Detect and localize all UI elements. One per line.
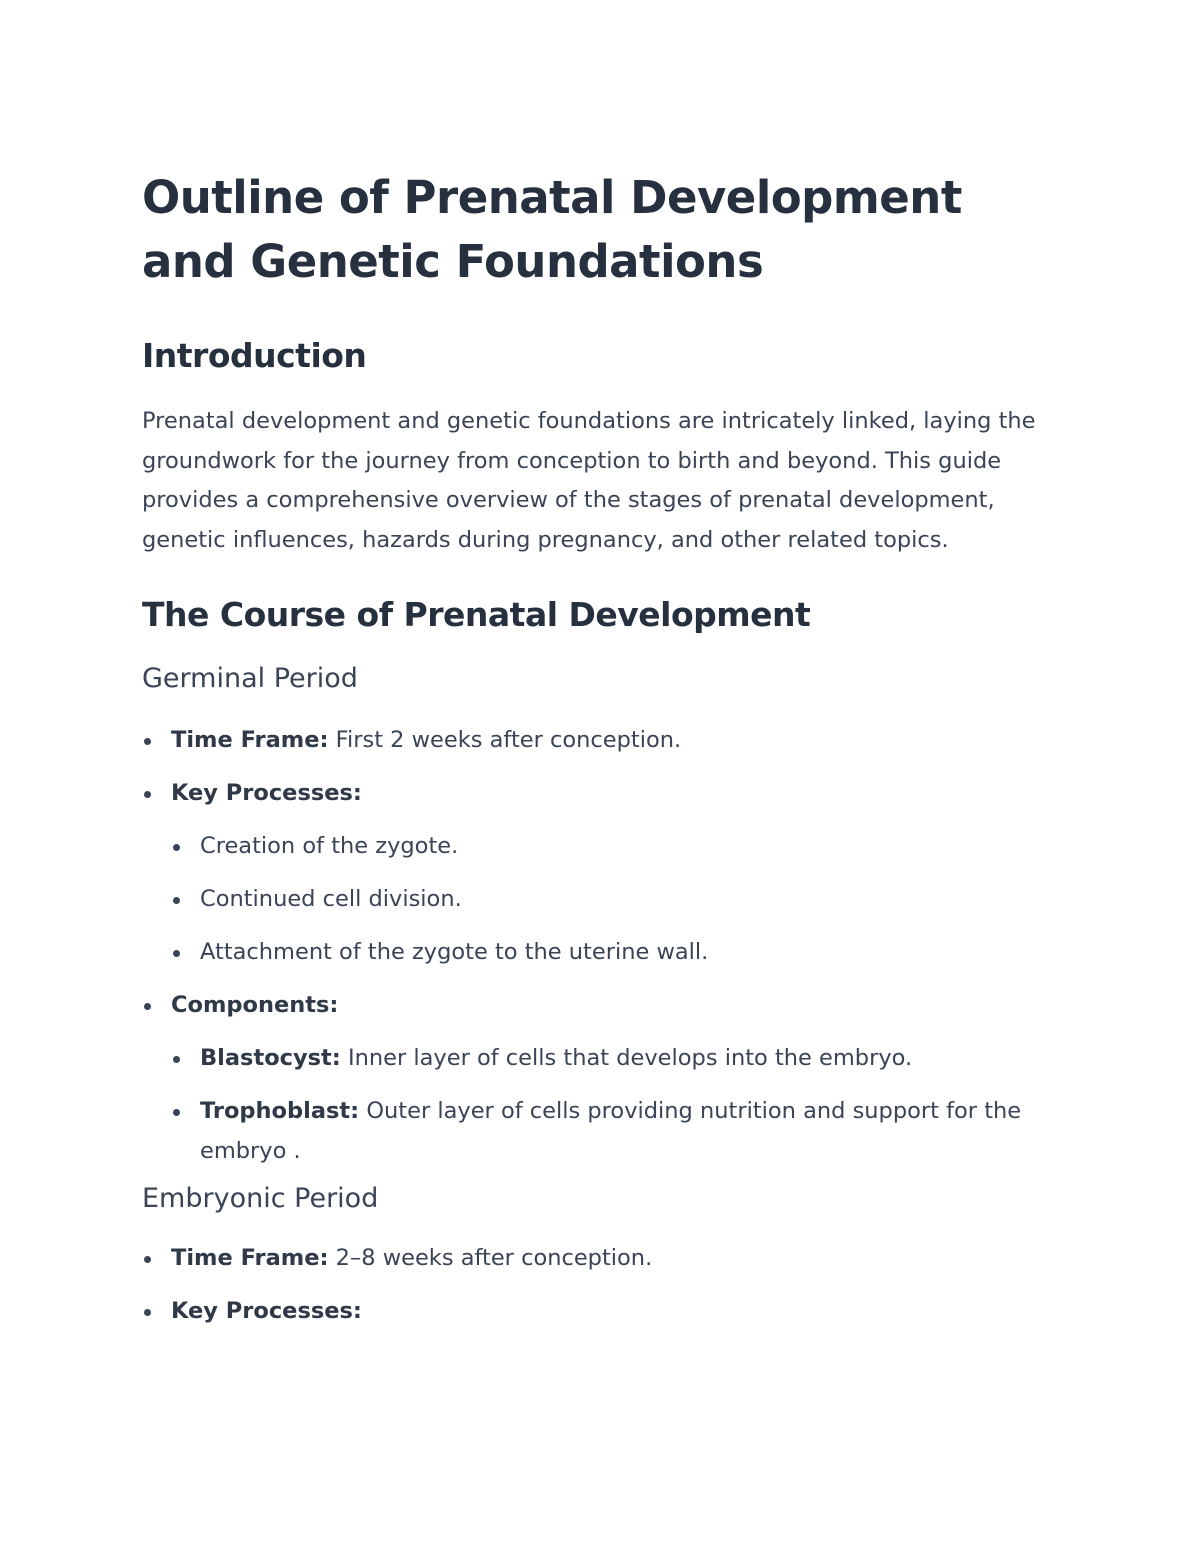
document-title: Outline of Prenatal Development and Genetic Foundations <box>142 171 962 288</box>
list-item <box>142 1039 1062 1079</box>
introduction-paragraph: Prenatal development and genetic foundations are intricately linked, laying the groundwork for the journey from conception to birth and beyond. This guide provides a comprehensive overview of the stages of prenatal development, genetic influences, hazards during pregnancy, and other related topics. <box>142 408 1036 553</box>
bullet-icon <box>144 738 151 745</box>
key-process-text: Continued cell division. <box>200 886 462 912</box>
key-process-text: Attachment of the zygote to the uterine wall. <box>200 939 709 965</box>
component-text: Inner layer of cells that develops into the embryo. <box>340 1045 913 1071</box>
embryonic-period-heading: Embryonic Period <box>142 1183 379 1214</box>
bullet-icon <box>173 1109 180 1116</box>
germinal-list <box>142 721 1062 1171</box>
bullet-icon <box>144 791 151 798</box>
course-heading: The Course of Prenatal Development <box>142 595 811 634</box>
bullet-icon <box>144 1309 151 1316</box>
time-frame-value: 2–8 weeks after conception. <box>328 1245 653 1271</box>
key-processes-label: Key Processes: <box>171 1298 362 1324</box>
bullet-icon <box>144 1003 151 1010</box>
time-frame-value: First 2 weeks after conception. <box>328 727 682 753</box>
list-item <box>142 774 1062 814</box>
components-label: Components: <box>171 992 339 1018</box>
key-process-text: Creation of the zygote. <box>200 833 459 859</box>
component-label: Trophoblast: <box>200 1098 360 1124</box>
germinal-period-heading: Germinal Period <box>142 663 358 694</box>
list-item <box>142 933 1062 973</box>
component-text: Outer layer of cells providing nutrition and support for the embryo . <box>200 1098 1022 1164</box>
bullet-icon <box>144 1256 151 1263</box>
component-label: Blastocyst: <box>200 1045 341 1071</box>
bullet-icon <box>173 950 180 957</box>
embryonic-list <box>142 1239 1062 1332</box>
list-item <box>142 827 1062 867</box>
document-page <box>142 166 1062 1332</box>
list-item <box>142 880 1062 920</box>
list-item <box>142 1092 1062 1171</box>
time-frame-label: Time Frame: <box>171 727 329 753</box>
list-item <box>142 1239 1062 1279</box>
introduction-heading: Introduction <box>142 336 367 375</box>
list-item <box>142 986 1062 1026</box>
bullet-icon <box>173 897 180 904</box>
time-frame-label: Time Frame: <box>171 1245 329 1271</box>
bullet-icon <box>173 844 180 851</box>
bullet-icon <box>173 1056 180 1063</box>
key-processes-label: Key Processes: <box>171 780 362 806</box>
list-item <box>142 1292 1062 1332</box>
list-item <box>142 721 1062 761</box>
